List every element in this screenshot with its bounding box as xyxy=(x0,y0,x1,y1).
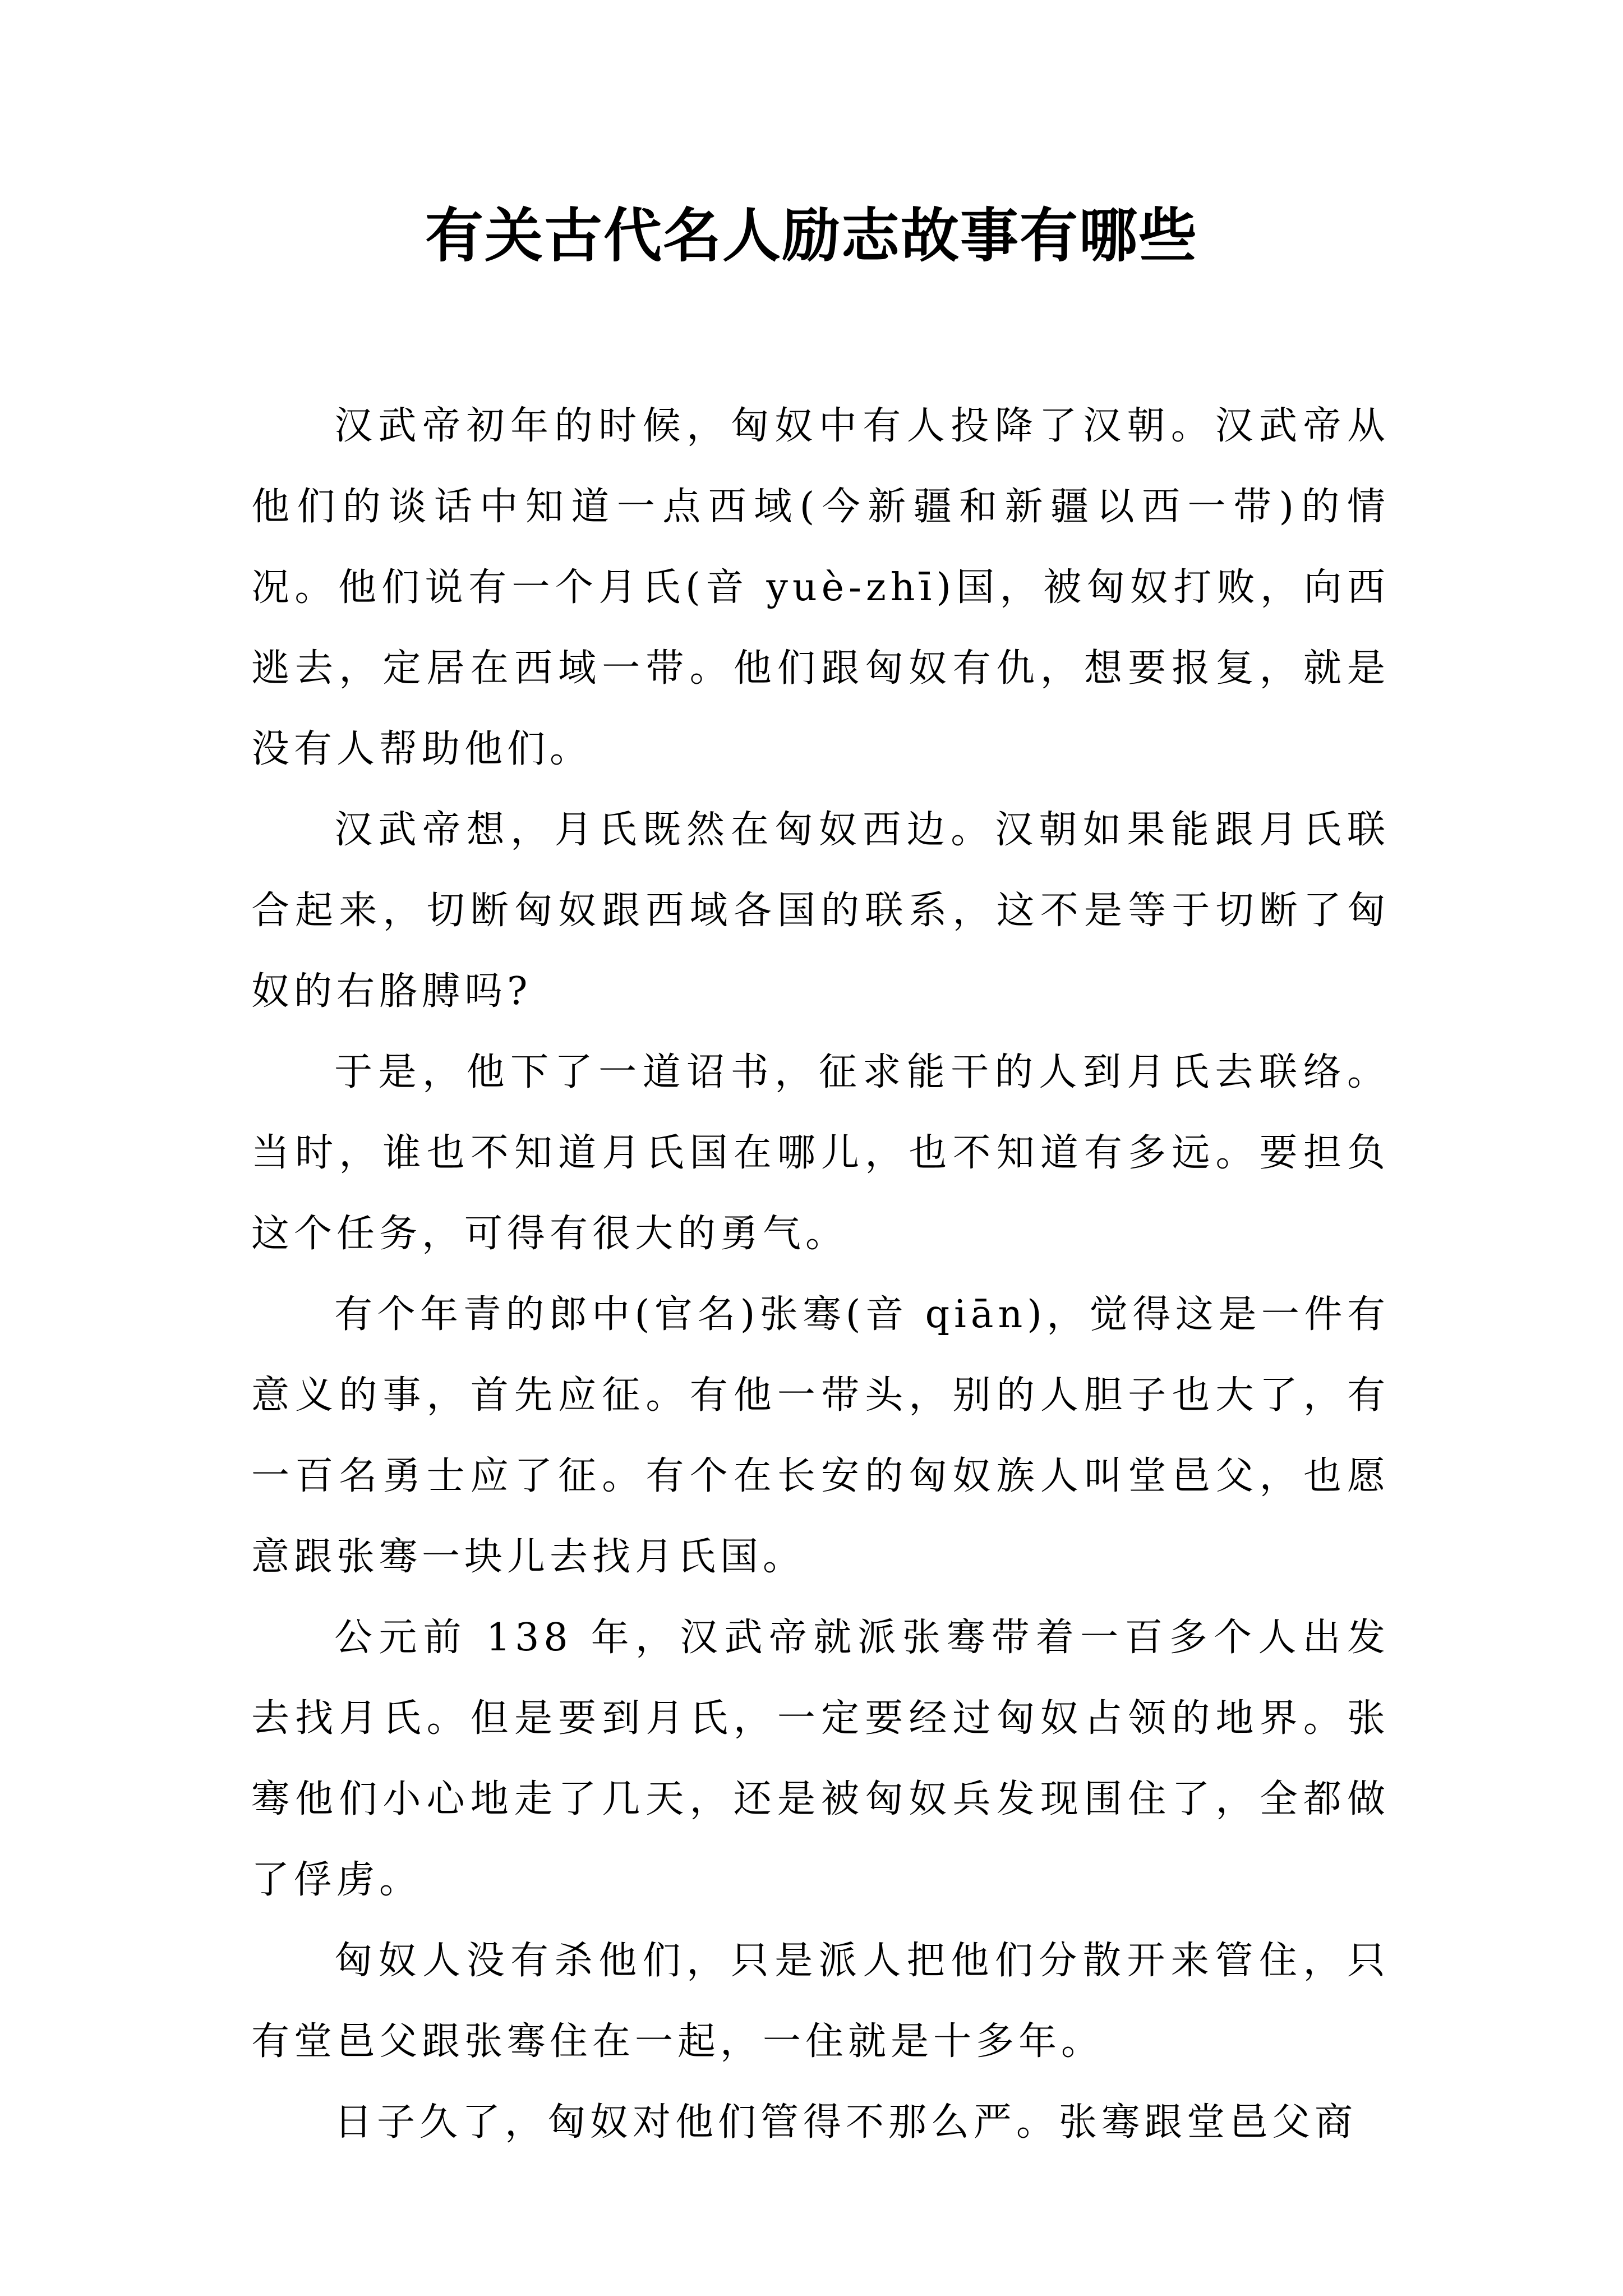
document-title: 有关古代名人励志故事有哪些 xyxy=(425,201,1198,270)
paragraph-1: 汉武帝初年的时候，匈奴中有人投降了汉朝。汉武帝从他们的谈话中知道一点西域(今新疆和新疆以西一带)的情况。他们说有一个月氏(音 yuè-zhī)国，被匈奴打败，向西逃去，定居在西域一带。他们跟匈奴有仇，想要报复，就是没有人帮助他们。 xyxy=(251,404,1390,771)
paragraph-5: 公元前 138 年，汉武帝就派张骞带着一百多个人出发去找月氏。但是要到月氏，一定要经过匈奴占领的地界。张骞他们小心地走了几天，还是被匈奴兵发现围住了，全都做了俘虏。 xyxy=(251,1616,1390,1902)
paragraph-4: 有个年青的郎中(官名)张骞(音 qiān)，觉得这是一件有意义的事，首先应征。有他一带头，别的人胆子也大了，有一百名勇士应了征。有个在长安的匈奴族人叫堂邑父，也愿意跟张骞一块儿去找月氏国。 xyxy=(251,1292,1390,1579)
paragraph-3: 于是，他下了一道诏书，征求能干的人到月氏去联络。当时，谁也不知道月氏国在哪儿，也不知道有多远。要担负这个任务，可得有很大的勇气。 xyxy=(251,1050,1390,1256)
paragraph-2: 汉武帝想，月氏既然在匈奴西边。汉朝如果能跟月氏联合起来，切断匈奴跟西域各国的联系，这不是等于切断了匈奴的右胳膊吗? xyxy=(251,808,1390,1014)
paragraph-7: 日子久了，匈奴对他们管得不那么严。张骞跟堂邑父商 xyxy=(334,2100,1358,2145)
document-body xyxy=(251,386,1390,2163)
paragraph-6: 匈奴人没有杀他们，只是派人把他们分散开来管住，只有堂邑父跟张骞住在一起，一住就是十多年。 xyxy=(251,1939,1390,2064)
